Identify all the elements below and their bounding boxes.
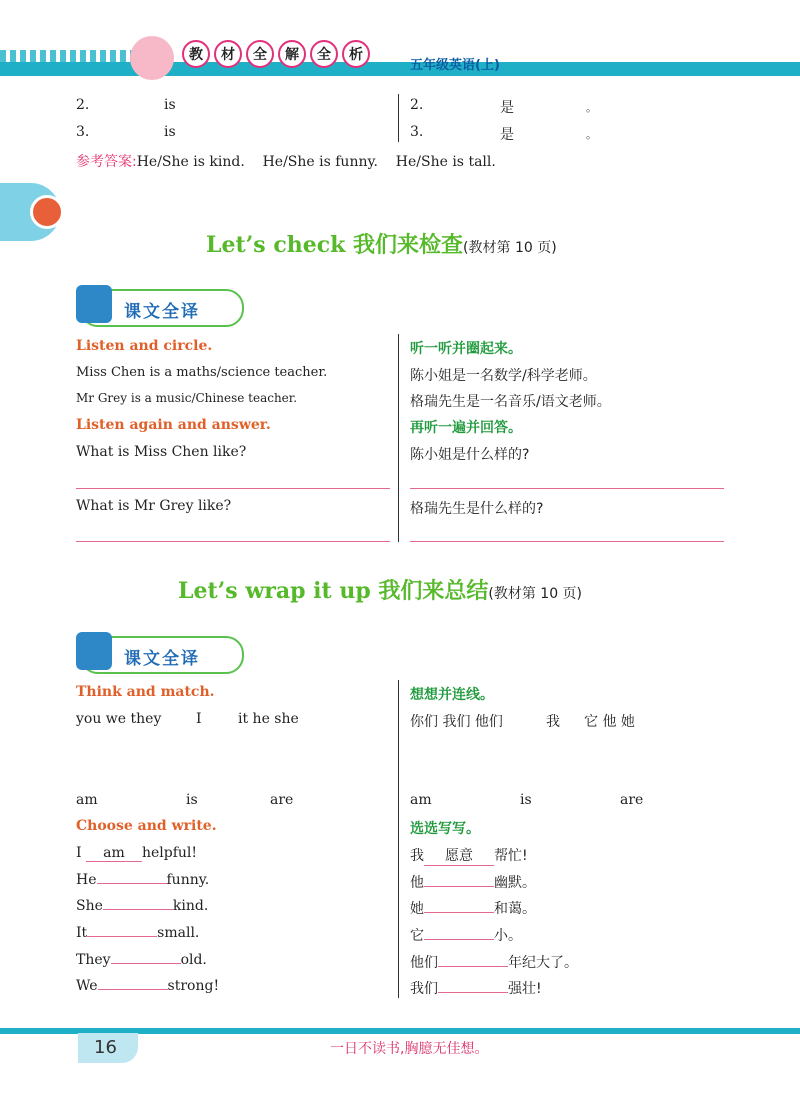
fill-blank[interactable] (424, 939, 494, 940)
question-line: 格瑞先生是什么样的? (410, 501, 544, 517)
sentence-start: She (76, 898, 103, 914)
sentence-start: 她 (410, 901, 424, 917)
answer-label: 参考答案: (76, 154, 137, 170)
verb-option: is (186, 792, 198, 808)
fill-blank[interactable] (87, 936, 157, 937)
item-number: 2. (410, 97, 424, 113)
sentence-end: old. (180, 952, 207, 968)
sentence-start: 它 (410, 928, 424, 944)
answer-line-blank[interactable] (76, 488, 390, 489)
fill-blank[interactable] (111, 963, 181, 964)
verb-option: is (520, 792, 532, 808)
sentence-start: 我 (410, 848, 424, 864)
pronoun-group: you we they (76, 711, 162, 727)
sentence-start: They (76, 952, 111, 968)
badge-label: 课文全译 (124, 649, 200, 669)
sentence-start: He (76, 872, 97, 888)
fill-sentence (410, 872, 536, 892)
sentence-end: kind. (172, 898, 209, 914)
answer-line-blank[interactable] (410, 541, 724, 542)
question-line: What is Mr Grey like? (76, 498, 232, 514)
sentence-end: 年纪大了。 (508, 955, 578, 971)
verb-option: are (620, 792, 644, 808)
item-end: 。 (586, 101, 597, 114)
instruction-heading: Choose and write. (76, 818, 217, 834)
verb-option: are (270, 792, 294, 808)
verb-option: am (76, 792, 98, 808)
instruction-heading: Think and match. (76, 684, 215, 700)
sentence-start: We (76, 978, 98, 994)
wrap-page-ref: (教材第 10 页) (488, 586, 583, 602)
item-number: 3. (76, 124, 90, 140)
fill-sentence (410, 898, 536, 918)
answer-line (76, 151, 496, 171)
sentence-end: 强壮! (508, 981, 542, 997)
title-char: 全 (310, 40, 338, 68)
wrap-title-text: Let’s wrap it up 我们来总结 (178, 578, 489, 604)
column-divider (398, 680, 399, 998)
title-char: 析 (342, 40, 370, 68)
title-char: 材 (214, 40, 242, 68)
item-number: 2. (76, 97, 90, 113)
pronoun-group: 我 (546, 714, 560, 730)
fill-sentence (76, 978, 219, 994)
instruction-heading: 想想并连线。 (410, 687, 494, 703)
exercise-line: Mr Grey is a music/Chinese teacher. (76, 391, 298, 405)
fill-blank[interactable] (424, 886, 494, 887)
item-word: is (164, 124, 176, 140)
sentence-start: 我们 (410, 981, 438, 997)
fill-sentence (76, 845, 197, 862)
pronoun-group: I (196, 711, 202, 727)
fill-blank[interactable] (98, 989, 168, 990)
fill-blank[interactable] (438, 966, 508, 967)
fill-blank[interactable] (424, 912, 494, 913)
fill-blank[interactable]: am (86, 845, 142, 862)
book-series-title (182, 40, 370, 68)
instruction-heading: 听一听并圈起来。 (410, 341, 522, 357)
check-title-text: Let’s check 我们来检查 (206, 232, 464, 258)
fox-mascot-icon (30, 195, 64, 229)
wrap-section-title (178, 574, 582, 605)
title-char: 全 (246, 40, 274, 68)
check-section-title (206, 228, 557, 259)
fill-sentence (76, 952, 207, 968)
question-line: 陈小姐是什么样的? (410, 447, 530, 463)
exercise-line: 陈小姐是一名数学/科学老师。 (410, 368, 597, 384)
exercise-line: Miss Chen is a maths/science teacher. (76, 365, 328, 380)
instruction-heading: 选选写写。 (410, 821, 480, 837)
fill-sentence (76, 872, 209, 888)
answer-line-blank[interactable] (76, 541, 390, 542)
badge-label: 课文全译 (124, 302, 200, 322)
fill-sentence (410, 845, 528, 866)
sentence-start: It (76, 925, 88, 941)
sentence-start: 他们 (410, 955, 438, 971)
fill-blank[interactable]: 愿意 (424, 845, 494, 866)
sentence-start: 他 (410, 875, 424, 891)
check-page-ref: (教材第 10 页) (463, 240, 557, 256)
item-word: 是 (500, 100, 514, 116)
book-subtitle: 五年级英语(上) (410, 58, 500, 73)
footer-motto: 一日不读书,胸臆无佳想。 (330, 1041, 489, 1057)
fill-sentence (410, 952, 578, 972)
title-char: 解 (278, 40, 306, 68)
column-divider (398, 94, 399, 142)
sentence-start: I (76, 845, 82, 861)
item-end: 。 (586, 128, 597, 141)
fill-sentence (410, 925, 522, 945)
instruction-heading: 再听一遍并回答。 (410, 420, 522, 436)
title-char: 教 (182, 40, 210, 68)
pronoun-group: it he she (238, 711, 299, 727)
sentence-end: small. (157, 925, 200, 941)
girl-mascot-icon (130, 36, 174, 80)
item-number: 3. (410, 124, 424, 140)
sentence-end: funny. (166, 872, 210, 888)
sentence-end: 和蔼。 (494, 901, 536, 917)
item-word: 是 (500, 127, 514, 143)
sentence-end: helpful! (141, 845, 198, 861)
answer-line-blank[interactable] (410, 488, 724, 489)
page-number: 16 (78, 1033, 138, 1063)
header-band (0, 62, 800, 76)
column-divider (398, 334, 399, 542)
exercise-line: 格瑞先生是一名音乐/语文老师。 (410, 394, 611, 410)
answer-text: He/She is kind. He/She is funny. He/She is tall. (136, 154, 496, 170)
instruction-heading: Listen and circle. (76, 338, 213, 354)
instruction-heading: Listen again and answer. (76, 417, 271, 433)
fill-blank[interactable] (97, 883, 167, 884)
verb-option: am (410, 792, 432, 808)
book-mascot-icon (76, 285, 112, 323)
fill-sentence (76, 925, 199, 941)
sentence-end: 幽默。 (494, 875, 536, 891)
pronoun-group: 你们 我们 他们 (410, 714, 503, 730)
item-word: is (164, 97, 176, 113)
fill-sentence (76, 898, 208, 914)
question-line: What is Miss Chen like? (76, 444, 247, 460)
fill-sentence (410, 978, 542, 998)
sentence-end: 小。 (494, 928, 522, 944)
pronoun-group: 它 他 她 (584, 714, 635, 730)
sentence-end: 帮忙! (494, 848, 528, 864)
fill-blank[interactable] (103, 909, 173, 910)
fill-blank[interactable] (438, 992, 508, 993)
sentence-end: strong! (167, 978, 220, 994)
book-mascot-icon (76, 632, 112, 670)
